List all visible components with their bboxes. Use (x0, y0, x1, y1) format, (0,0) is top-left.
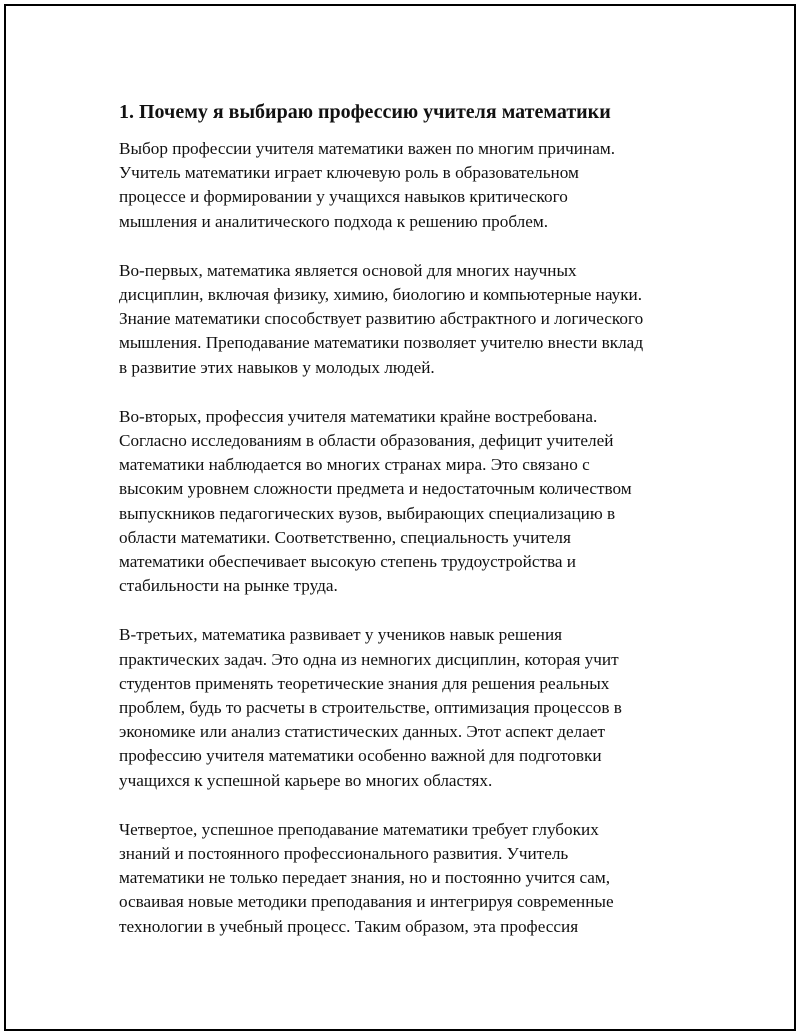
paragraph-second-reason: Во-вторых, профессия учителя математики крайне востребована. Согласно исследованиям в области образования, дефицит учителей математики наблюдается во многих странах мира. Это связано с высоким уровнем сложности предмета и недостаточным количеством выпускников педагогических вузов, выбирающих специализацию в области математики. Соответственно, специальность учителя математики обеспечивает высокую степень трудоустройства и стабильности на рынке труда. (119, 406, 632, 596)
document-body (119, 98, 699, 964)
paragraph-third-reason: В-третьих, математика развивает у учеников навык решения практических задач. Это одна из немногих дисциплин, которая учит студентов применять теоретические знания для решения реальных проблем, будь то расчеты в строительстве, оптимизация процессов в экономике или анализ статистических данных. Этот аспект делает профессию учителя математики особенно важной для подготовки учащихся к успешной карьере во многих областях. (119, 625, 622, 790)
paragraph-fourth-reason: Четвертое, успешное преподавание математики требует глубоких знаний и постоянного профессионального развития. Учитель математики не только передает знания, но и постоянно учится сам, осваивая новые методики преподавания и интегрируя современные технологии в учебный процесс. Таким образом, эта профессия (119, 819, 614, 936)
paragraph-first-reason: Во-первых, математика является основой для многих научных дисциплин, включая физику, химию, биологию и компьютерные науки. Знание математики способствует развитию абстрактного и логического мышления. Преподавание математики позволяет учителю внести вклад в развитие этих навыков у молодых людей. (119, 260, 644, 377)
paragraph-intro: Выбор профессии учителя математики важен по многим причинам. Учитель математики играет ключевую роль в образовательном процессе и формировании у учащихся навыков критического мышления и аналитического подхода к решению проблем. (119, 139, 616, 231)
section-heading: 1. Почему я выбираю профессию учителя математики (119, 101, 611, 123)
document-page (4, 4, 796, 1031)
